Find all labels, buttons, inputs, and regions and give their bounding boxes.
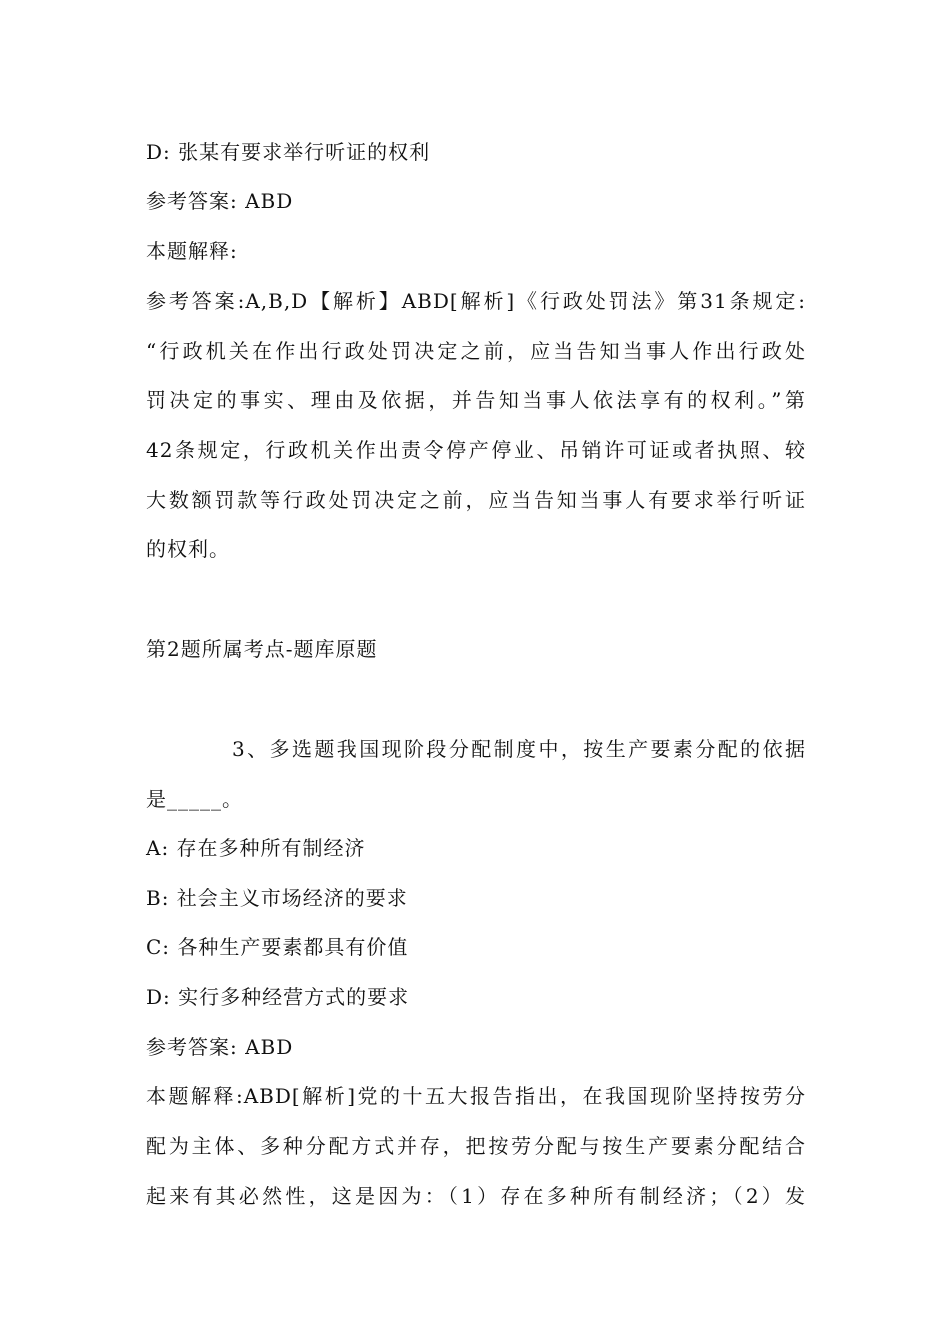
q3-option-d: D: 实行多种经营方式的要求 bbox=[146, 985, 410, 1009]
q3-explain-line: 起来有其必然性，这是因为：（1）存在多种所有制经济；（2）发 bbox=[146, 1184, 806, 1208]
q2-explain-line: “行政机关在作出行政处罚决定之前，应当告知当事人作出行政处 bbox=[146, 339, 806, 363]
q3-option-b: B: 社会主义市场经济的要求 bbox=[146, 886, 408, 910]
q2-explain-line: 罚决定的事实、理由及依据，并告知当事人依法享有的权利。”第 bbox=[146, 388, 806, 412]
q3-stem-cont: 是_____。 bbox=[146, 787, 243, 811]
q2-option-d: D: 张某有要求举行听证的权利 bbox=[146, 140, 431, 164]
q3-option-a: A: 存在多种所有制经济 bbox=[146, 836, 366, 860]
q2-topic: 第2题所属考点-题库原题 bbox=[146, 637, 378, 661]
q3-explain-line: 本题解释:ABD[解析]党的十五大报告指出，在我国现阶坚持按劳分 bbox=[146, 1084, 806, 1108]
q2-explain-line: 的权利。 bbox=[146, 537, 230, 561]
q2-answer: 参考答案: ABD bbox=[146, 189, 294, 213]
q3-stem: 3、多选题我国现阶段分配制度中，按生产要素分配的依据 bbox=[232, 737, 806, 761]
q2-explain-label: 本题解释: bbox=[146, 239, 238, 263]
q2-explain-line: 大数额罚款等行政处罚决定之前，应当告知当事人有要求举行听证 bbox=[146, 488, 806, 512]
q3-explain-line: 配为主体、多种分配方式并存，把按劳分配与按生产要素分配结合 bbox=[146, 1134, 806, 1158]
q2-explain-line: 42条规定，行政机关作出责令停产停业、吊销许可证或者执照、较 bbox=[146, 438, 806, 462]
q3-option-c: C: 各种生产要素都具有价值 bbox=[146, 935, 409, 959]
q2-explain-line: 参考答案:A,B,D【解析】ABD[解析]《行政处罚法》第31条规定: bbox=[146, 289, 806, 313]
q3-answer: 参考答案: ABD bbox=[146, 1035, 294, 1059]
